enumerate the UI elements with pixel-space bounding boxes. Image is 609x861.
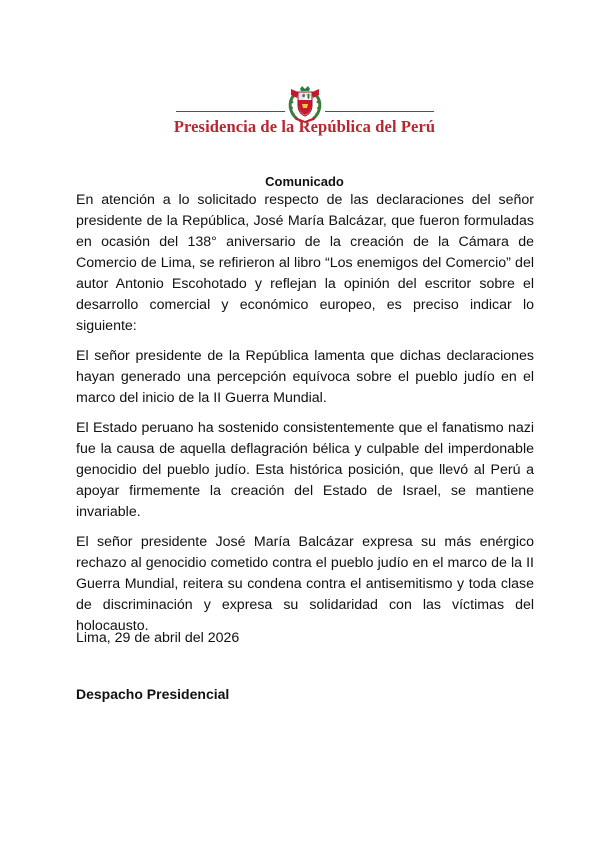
signature-office: Despacho Presidencial	[76, 686, 230, 702]
paragraph-context: En atención a lo solicitado respecto de las declaraciones del señor presidente de la República, José María Balcázar, que fueron formuladas en ocasión del 138° aniversario de la creación de la Cámara de Comercio de Lima, se refirieron al libro “Los enemigos del Comercio” del autor Antonio Escohotado y reflejan la opinión del escritor sobre el desarrollo comercial y económico europeo, es preciso indicar lo siguiente:	[76, 192, 534, 334]
letterhead-rule-left	[176, 111, 285, 112]
letterhead-rule-right	[325, 111, 434, 112]
institution-name: Presidencia de la República del Perú	[173, 117, 436, 136]
paragraph-regret: El señor presidente de la República lamenta que dichas declaraciones hayan generado una percepción equívoca sobre el pueblo judío en el marco del inicio de la II Guerra Mundial.	[76, 348, 534, 406]
letterhead	[0, 0, 609, 150]
paragraph-state-position: El Estado peruano ha sostenido consistentemente que el fanatismo nazi fue la causa de aquella deflagración bélica y culpable del imperdonable genocidio del pueblo judío. Esta histórica posición, que llevó al Perú a apoyar firmemente la creación del Estado de Israel, se mantiene invariable.	[76, 420, 534, 520]
document-date: Lima, 29 de abril del 2026	[76, 630, 240, 646]
paragraph-rejection: El señor presidente José María Balcázar expresa su más enérgico rechazo al genocidio cometido contra el pueblo judío en el marco de la II Guerra Mundial, reitera su condena contra el antisemitismo y toda clase de discriminación y expresa su solidaridad con las víctimas del holocausto.	[76, 534, 534, 634]
communique-body	[76, 190, 534, 637]
document-title: Comunicado	[265, 173, 344, 189]
